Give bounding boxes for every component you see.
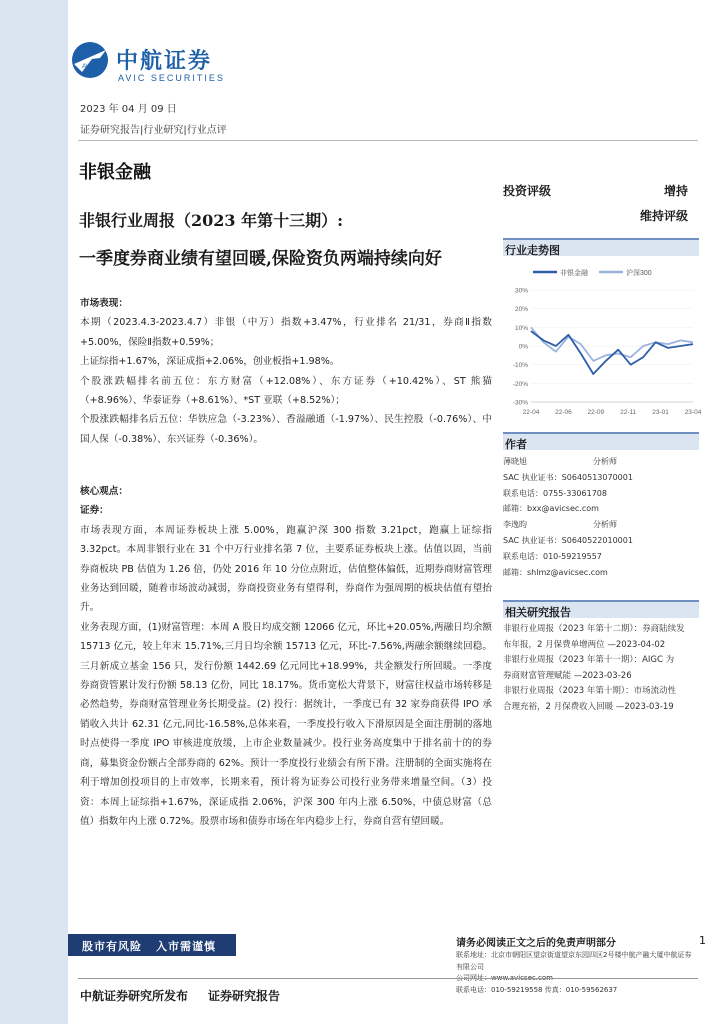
report-date: 2023 年 04 月 09 日: [80, 104, 177, 115]
header-divider: [78, 140, 698, 141]
authors-list: [503, 456, 699, 582]
author-field: 联系电话：010-59219557: [503, 551, 602, 561]
y-tick-label: -10%: [512, 362, 528, 370]
disclaimer-heading: 请务必阅读正文之后的免责声明部分: [456, 938, 616, 949]
paragraph: 个股涨跌幅排名后五位：华铁应急（-3.23%）、香溢融通（-1.97%）、民生控股（-0.76%）、中国人保（-0.38%）、东兴证券（-0.36%）。: [80, 414, 492, 445]
contact-line: 联系电话：010-59219558 传真：010-59562637: [456, 985, 618, 994]
core-views-heading: 核心观点：: [80, 486, 128, 497]
y-tick-label: 30%: [514, 287, 528, 295]
x-tick-label: 23-01: [652, 409, 669, 416]
paragraph: 市场表现方面，本周证券板块上涨 5.00%，跑赢沪深 300 指数 3.21pct，跑赢上证综指 3.32pct。本周非银行业在 31 个中万行业排名第 7 位，主要系证券板块上涨。估值以固，当前券商板块 PB 估值为 1.26 倍，仍处 2016 年 10 分位点附近，估值整体偏低，近期券商财富管理业务达到回暖，随着市场波动减弱，券商投资业务有望得利，券商作为强周期的板块估值有望抬升。: [80, 524, 492, 614]
left-accent-bar: [0, 0, 68, 1024]
x-tick-label: 22-09: [587, 409, 605, 416]
author-field: SAC 执业证书：S0640522010001: [503, 535, 633, 545]
contact-line: 公司网址：www.avicsec.com: [456, 974, 553, 983]
x-tick-label: 22-11: [620, 409, 637, 416]
y-tick-label: 10%: [514, 324, 528, 332]
report-subtitle: 一季度券商业绩有望回暖,保险资负两端持续向好: [79, 249, 442, 269]
footer: [80, 987, 280, 1004]
author-row: [503, 551, 699, 567]
authors-header: 作者: [503, 432, 699, 450]
related-reports-header: 相关研究报告: [503, 600, 699, 618]
risk-warning-banner: [68, 934, 236, 956]
market-performance-heading: 市场表现：: [80, 298, 128, 309]
author-field: 邮箱：bxx@avicsec.com: [503, 504, 599, 514]
svg-text:AVIC: AVIC: [82, 64, 96, 70]
author-row: [503, 488, 699, 504]
related-reports-list: [503, 622, 699, 715]
y-tick-label: -20%: [512, 380, 528, 388]
author-row: [503, 503, 699, 519]
related-report-line: 非银行业周报（2023 年第十一期）：AIGC 为: [503, 655, 675, 665]
author-row: [503, 456, 699, 472]
author-field: 邮箱：shlmz@avicsec.com: [503, 567, 608, 577]
y-tick-label: -30%: [512, 399, 528, 407]
author-field: 薄晓旭: [503, 457, 527, 466]
trend-chart: [503, 262, 702, 422]
sector-title: 非银金融: [79, 162, 151, 183]
market-performance-section: [80, 294, 492, 449]
author-row: [503, 535, 699, 551]
core-views-section: [80, 482, 492, 831]
paragraph: 本期（2023.4.3-2023.4.7）非银（中万）指数+3.47%，行业排名 21/31，券商Ⅱ指数+5.00%，保险Ⅱ指数+0.59%；: [80, 317, 492, 348]
x-tick-label: 23-04: [684, 409, 702, 416]
avic-logo-icon: [70, 40, 110, 80]
rating-maintain: 维持评级: [639, 209, 688, 223]
risk-warning-right: 入市需谨慎: [156, 940, 216, 953]
risk-warning-left: 股市有风险: [82, 940, 142, 953]
contact-line: 联系地址：北京市朝阳区望京街道望京东园四区2号楼中航产融大厦中航证券有限公司: [456, 951, 692, 971]
related-report-line: 券商财富管理赋能 —2023-03-26: [503, 670, 632, 681]
footer-publisher: 中航证券研究所发布: [80, 989, 189, 1003]
paragraph: 业务表现方面，(1)财富管理：本周 A 股日均成交额 12066 亿元，环比+20.05%,两融日均余额 15713 亿元，较上年末 15.71%,三月日均余额 15713 亿元，环比-7.56%,两融余额继续回稳。三月新成立基金 156 只，发行份额 1442.69 亿元同比+18.99%，共金额发行所回暖。一季度券商资管累计发行份额 58.13 亿份，同比 18.17%。货币宽松大背景下，财富往权益市场转移是必然趋势，券商财富管理业务长期受益。(2) 投行：据统计，一季度已有 32 家券商获得 IPO 承销收入共计 62.31 亿元,同比-16.58%,总体来看，一季度投行收入下滑原因是全面注册制的落地时点使得一季度 IPO 审核进度放缓，上市企业数量减少。投行业务高度集中于排名前十的的券商，募集资金份额占全部券商的 62%。预计一季度投行业绩会有所下滑。注册制的全面实施将在利于增加创投项目的上市效率，长期来看，预计将为证券公司投行业务带来增量空间。（3）投资：本周上证综指+1.67%，深证成指 2.06%，沪深 300 年内上涨 6.50%，中债总财富（总值）指数年内上涨 0.72%。股票市场和债券市场在年内稳步上行，券商自营有望回暖。: [80, 621, 492, 827]
related-report-line: 非银行业周报（2023 年第十期）：市场流动性: [503, 686, 677, 696]
legend-label: 非银金融: [560, 270, 588, 277]
author-role: 分析师: [593, 520, 617, 530]
footer-report-type: 证券研究报告: [208, 989, 281, 1003]
trend-chart-header: 行业走势图: [503, 238, 699, 256]
author-field: 李逸昀: [503, 520, 527, 530]
x-tick-label: 22-04: [522, 409, 540, 416]
page-number: 1: [699, 934, 706, 947]
rating-value: 增持: [663, 184, 688, 198]
contact-info: [456, 950, 696, 996]
securities-heading: 证券：: [80, 505, 109, 517]
brand-name-cn: 中航证券: [116, 49, 213, 74]
legend-label: 沪深300: [626, 270, 652, 277]
report-title: 非银行业周报（2023 年第十三期）:: [79, 211, 344, 230]
author-field: SAC 执业证书：S0640513070001: [503, 472, 633, 482]
x-tick-label: 22-06: [555, 409, 572, 416]
footer-divider: [78, 978, 698, 979]
y-tick-label: 20%: [514, 306, 528, 314]
author-role: 分析师: [593, 457, 617, 466]
author-row: [503, 472, 699, 488]
y-tick-label: 0%: [518, 343, 528, 351]
author-field: 联系电话：0755-33061708: [503, 488, 607, 498]
related-report-line: 布年报，2 月保费单增两位 —2023-04-02: [503, 639, 666, 650]
related-report-line: 非银行业周报（2023 年第十二期）：券商陆续发: [503, 624, 685, 634]
paragraph: 上证综指+1.67%，深证成指+2.06%，创业板指+1.98%。: [80, 356, 340, 368]
rating-label: 投资评级: [503, 184, 552, 198]
related-report-line: 合理充裕，2 月保费收入回暖 —2023-03-19: [503, 701, 674, 712]
series-line-nonbank: [531, 331, 693, 374]
author-row: [503, 567, 699, 583]
report-category-path: 证券研究报告|行业研究|行业点评: [80, 125, 227, 136]
paragraph: 个股涨跌幅排名前五位：东方财富（+12.08%）、东方证券（+10.42%）、ST 熊猫（+8.96%）、华泰证券（+8.61%）、*ST 亚联（+8.52%）；: [80, 375, 492, 407]
brand-name-en: AVIC SECURITIES: [118, 73, 225, 83]
brand-logo: [70, 40, 240, 90]
author-row: [503, 519, 699, 535]
